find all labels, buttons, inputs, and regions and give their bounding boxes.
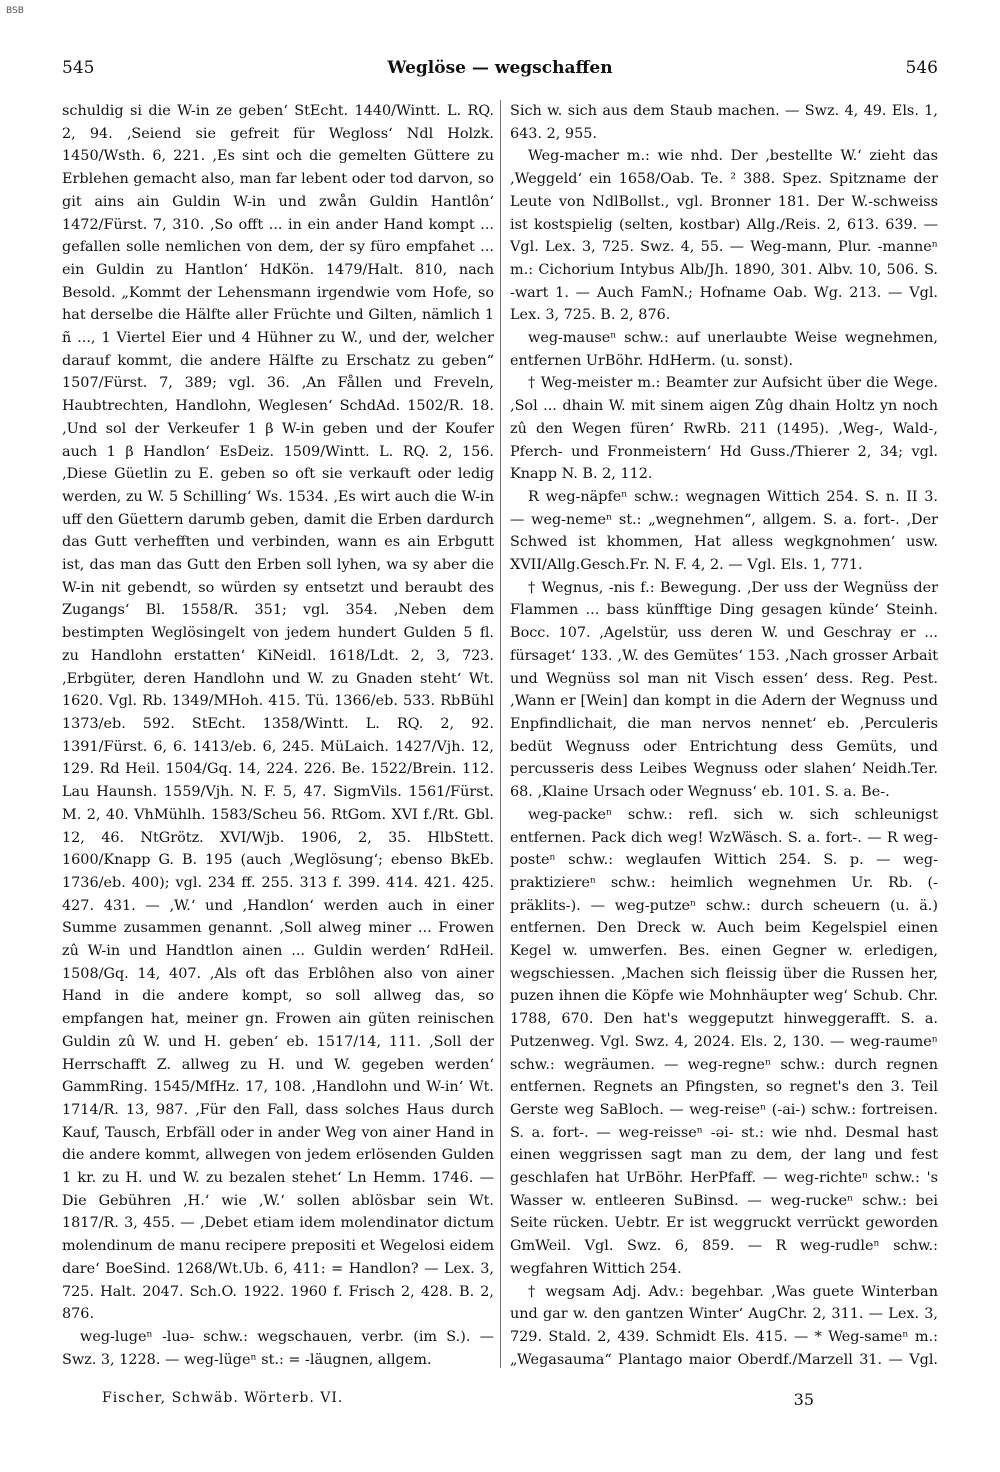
entry-paragraph: weg-lugeⁿ -luə- schw.: wegschauen, verbr. (im S.). — Swz. 3, 1228. — weg-lügeⁿ st.: = -läugnen, allgem.: [62, 1328, 494, 1368]
entry-paragraph: R weg-näpfeⁿ schw.: wegnagen Wittich 254. S. n. II 3. — weg-nemeⁿ st.: „wegnehmen“, allgem. S. a. fort-. ‚Der Schwed ist khommen, Hat alless wegkgnohmen‘ usw. XVII/Allg.Gesch.Fr. N. F. 4, 2. — Vgl. Els. 1, 771.: [510, 488, 938, 574]
page-number-left: 545: [62, 58, 95, 78]
entry-paragraph: Sich w. sich aus dem Staub machen. — Swz. 4, 49. Els. 1, 643. 2, 955.: [510, 103, 938, 142]
entry-paragraph: schuldig si die W-in ze geben‘ StEcht. 1440/Wintt. L. RQ. 2, 94. ‚Seiend sie gefreit für Wegloss‘ Ndl Holzk. 1450/Wsth. 6, 221. ‚Es sint och die gemelten Güttere zu Erblehen gemacht also, man far lebent oder tod darvon, so git ains ain Guldin W-in und zwån Guldin Hantlôn‘ 1472/Fürst. 7, 310. ‚So offt ... in ein ander Hand kompt ... gefallen solle nemlichen von dem, der sy füro empfahet ... ein Guldin zu Hantlon‘ HdKön. 1479/Halt. 810, nach Besold. „Kommt der Lehensmann irgendwie vom Hofe, so hat derselbe die Hälfte aller Früchte und Gilten, nämlich 1 ñ ..., 1 Viertel Eier und 4 Hühner zu W., und der, welcher darauf kommt, die andere Hälfte zu Erschatz zu geben“ 1507/Fürst. 7, 389; vgl. 36. ‚An Fållen und Freveln, Haubtrechten, Handlohn, Weglesen‘ SchdAd. 1502/R. 18. ‚Und sol der Verkeufer 1 β W-in geben und der Koufer auch 1 β Handlon‘ EsDeiz. 1509/Wintt. L. RQ. 2, 156. ‚Diese Güetlin zu E. geben so oft sie verkauft oder ledig werden, zu W. 5 Schilling‘ Ws. 1534. ‚Es wirt auch die W-in uff den Güettern darumb geben, damit die Erben dardurch das Gutt verhefften und verbinden, wann es ain Erbgutt ist, das man das Gutt den Erben soll lyhen, wa sy aber die W-in nit gebendt, so würden sy entsetzt und beraubt des Zugangs‘ Bl. 1558/R. 351; vgl. 354. ‚Neben dem bestimpten Weglösingelt von jedem hundert Gulden 5 fl. zu Handlohn erstatten‘ KiNeidl. 1618/Ldt. 2, 3, 723. ‚Erbgüter, deren Handlohn und W. zu Gnaden steht‘ Wt. 1620. Vgl. Rb. 1349/MHoh. 415. Tü. 1366/eb. 533. RbBühl 1373/eb. 592. StEcht. 1358/Wintt. L. RQ. 2, 92. 1391/Fürst. 6, 6. 1413/eb. 6, 245. MüLaich. 1427/Vjh. 12, 129. Rd Heil. 1504/Gq. 14, 224. 226. Be. 1522/Brein. 112. Lau Haunsh. 1559/Vjh. N. F. 5, 47. SigmVils. 1561/Fürst. M. 2, 40. VhMühlh. 1583/Scheu 56. RtGom. XVI f./Rt. Gbl. 12, 46. NtGrötz. XVI/Wjb. 1906, 2, 35. HlbStett. 1600/Knapp G. B. 195 (auch ‚Weglösung‘; ebenso BkEb. 1736/eb. 400); vgl. 234 ff. 255. 313 f. 399. 414. 421. 425. 427. 431. — ‚W.‘ und ‚Handlon‘ werden auch in einer Summe zusammen genannt. ‚Soll alweg miner ... Frowen zû W-in und Handtlon ainen ... Guldin werden‘ RdHeil. 1508/Gq. 14, 407. ‚Als oft das Erblôhen also von ainer Hand in die andere kompt, so soll allweg das, so empfangen hat, meiner gn. Frowen ain güten reinischen Guldin zû W. und H. geben‘ eb. 1517/14, 111. ‚Soll der Herrschafft Z. allweg zu H. und W. gegeben werden‘ GammRing. 1545/MfHz. 17, 108. ‚Handlohn und W-in‘ Wt. 1714/R. 13, 987. ‚Für den Fall, dass solches Haus durch Kauf, Tausch, Erbfäll oder in ander Weg von ainer Hand in die andere kommt, allwegen von jedem erlösenden Gulden 1 kr. zu H. und W. zu bezalen stehet‘ Ln Hemm. 1746. — Die Gebühren ‚H.‘ wie ‚W.‘ sollen ablösbar sein Wt. 1817/R. 3, 455. — ‚Debet etiam idem molendinator dictum molendinum de manu recipere prepositi et Wegelosi eidem dare‘ BoeSind. 1268/Wt.Ub. 6, 411: = Handlon? — Lex. 3, 725. Halt. 2047. Sch.O. 1922. 1960 f. Frisch 2, 428. B. 2, 876.: [62, 103, 494, 1323]
page-header: [62, 58, 938, 82]
entry-paragraph: † Wegnus, -nis f.: Bewegung. ‚Der uss der Wegnüss der Flammen ... bass künfftige Ding gesagen künde‘ Steinh. Bocc. 107. ‚Agelstür, uss deren W. und Geschray er ... fürsaget‘ 133. ‚W. des Gemütes‘ 153. ‚Nach grosser Arbait und Wegnüss sol man nit Visch essen‘ dess. Reg. Pest. ‚Wann er [Wein] dan kompt in die Adern der Wegnuss und Enpfindlichait, die man nervos nennet‘ eb. ‚Perculeris bedüt Wegnuss oder Entrichtung dess Gemüts, und percusseris dess Leibes Wegnuss oder slahen‘ Neidh.Ter. 68. ‚Klaine Ursach oder Wegnuss‘ eb. 101. S. a. Be-.: [510, 579, 938, 801]
signature-mark: 35: [793, 1390, 814, 1409]
entry-paragraph: † Weg-meister m.: Beamter zur Aufsicht über die Wege. ‚Sol ... dhain W. mit sinem aigen Zûg dhain Holtz yn noch zû den Wegen füren‘ RwRb. 211 (1495). ‚Weg-, Wald-, Pferch- und Fronmeistern‘ Hd Guss./Thierer 2, 34; vgl. Knapp N. B. 2, 112.: [510, 375, 938, 483]
page-footer: [62, 1390, 938, 1412]
entry-paragraph: weg-mauseⁿ schw.: auf unerlaubte Weise wegnehmen, entfernen UrBöhr. HdHerm. (u. sonst).: [510, 330, 938, 369]
entry-paragraph: weg-packeⁿ schw.: refl. sich w. sich schleunigst entfernen. Pack dich weg! WzWäsch. S. a. fort-. — R weg-posteⁿ schw.: weglaufen Wittich 254. S. p. — weg-praktiziereⁿ schw.: heimlich wegnehmen Ur. Rb. (-präklits-). — weg-putzeⁿ schw.: durch scheuern (u. ä.) entfernen. Den Dreck w. Auch beim Kegelspiel einen Kegel w. umwerfen. Bes. einen Gegner w. erledigen, wegschiessen. ‚Machen sich fleissig über die Russen her, puzen ihnen die Köpfe wie Mohnhäupter weg‘ Schub. Chr. 1788, 670. Den hat's weggeputzt hinweggerafft. S. a. Putzenweg. Vgl. Swz. 4, 2024. Els. 2, 130. — weg-raumeⁿ schw.: wegräumen. — weg-regneⁿ schw.: durch regnen entfernen. Regnets an Pfingsten, so regnet's den 3. Teil Gerste weg SaBloch. — weg-reiseⁿ (-ai-) schw.: fortreisen. S. a. fort-. — weg-reisseⁿ -əi- st.: wie nhd. Desmal hast einen weggrissen sagt man zu dem, der lang und fest geschlafen hat UrBöhr. HerPfaff. — weg-richteⁿ schw.: 's Wasser w. entleeren SuBinsd. — weg-ruckeⁿ schw.: bei Seite rücken. Uebtr. Er ist weggruckt verrückt geworden GmWeil. Vgl. Swz. 6, 859. — R weg-rudleⁿ schw.: wegfahren Wittich 254.: [510, 806, 938, 1277]
page-number-right: 546: [905, 58, 938, 78]
left-column: [62, 100, 494, 1368]
running-title: Weglöse — wegschaffen: [387, 58, 613, 78]
entry-paragraph: † wegsam Adj. Adv.: begehbar. ‚Was guete Winterban und gar w. den gantzen Winter‘ AugChr. 2, 311. — Lex. 3, 729. Stald. 2, 439. Schmidt Els. 415. — * Weg-sameⁿ m.: „Wegasauma“ Plantago maior Oberdf./Marzell 31. — Vgl.: [510, 1283, 938, 1368]
column-divider: [500, 100, 501, 1368]
footer-source: Fischer, Schwäb. Wörterb. VI.: [102, 1390, 344, 1406]
library-stamp: BSB: [6, 6, 24, 16]
right-column: [510, 100, 938, 1368]
entry-paragraph: Weg-macher m.: wie nhd. Der ‚bestellte W.‘ zieht das ‚Weggeld‘ ein 1658/Oab. Te. ² 388. Spez. Spitzname der Leute von NdlBollst., vgl. Bronner 181. Der W.-schweiss ist kostspielig (selten, kostbar) Allg./Reis. 2, 613. 639. — Vgl. Lex. 3, 725. Swz. 4, 55. — Weg-mann, Plur. -manneⁿ m.: Cichorium Intybus Alb/Jh. 1890, 301. Albv. 10, 506. S. -wart 1. — Auch FamN.; Hofname Oab. Wg. 213. — Vgl. Lex. 3, 725. B. 2, 876.: [510, 148, 938, 324]
